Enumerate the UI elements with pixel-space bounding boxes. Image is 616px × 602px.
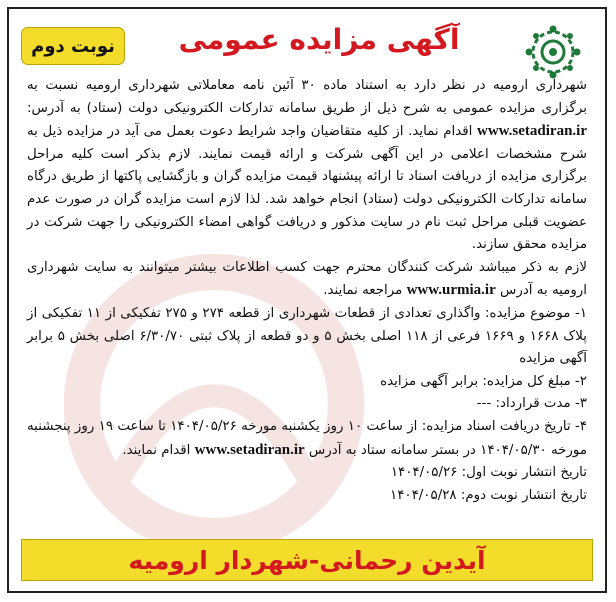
- info-paragraph: [27, 257, 587, 303]
- item-contract-duration: ۳- مدت قرارداد: ---: [476, 396, 587, 412]
- page-title: آگهی مزایده عمومی: [178, 23, 460, 56]
- intro-paragraph: [27, 75, 587, 257]
- advertisement-frame: [7, 7, 607, 593]
- item-subject: ۱- موضوع مزایده: واگذاری تعدادی از قطعات شهرداری از قطعه ۲۷۴ و ۲۷۵ تفکیکی از ۱۱ تفکیکی از پلاک ۱۶۶۸ و ۱۶۶۹ فرعی از ۱۱۸ اصلی بخش ۵ و دو قطعه از پلاک ثبتی ۶/۳۰/۷۰ اصلی بخش ۵ برابر آگهی مزایده: [27, 305, 588, 367]
- item-document-dates: [27, 416, 587, 462]
- intro-text-1: شهرداری ارومیه در نظر دارد به استناد ماده ۳۰ آئین نامه معاملاتی شهرداری ارومیه نسبت به برگزاری مزایده عمومی به شرح ذیل از طریق سامانه تدارکات الکترونیکی دولت (ستاد) به آدرس:: [27, 78, 588, 116]
- intro-text-2: اقدام نماید. از کلیه متقاضیان واجد شرایط دعوت بعمل می آید در مزایده ذیل به شرح مشخصات اعلامی در این آگهی شرکت و ارائه قیمت نمایند. لازم بذکر است کلیه مراحل برگزاری مزایده از دریافت اسناد تا ارائه پیشنهاد قیمت مزایده گران و بازگشایی پاکتها از طریق درگاه سامانه تدارکات الکترونیکی دولت (ستاد) انجام خواهد شد. لذا لازم است مزایده گران در صورت عدم عضویت قبلی مراحل ثبت نام در سایت مذکور و دریافت گواهی امضاء الکترونیکی را جهت شرکت در مزایده محقق سازند.: [27, 124, 587, 253]
- item-4-text-2: اقدام نمایند.: [122, 442, 191, 458]
- item-4-text-1: ۴- تاریخ دریافت اسناد مزایده: از ساعت ۱۰ روز یکشنبه مورخه ۱۴۰۴/۰۵/۲۶ تا ساعت ۱۹ روز پنجشنبه مورخه ۱۴۰۴/۰۵/۳۰ در بستر سامانه ستاد به آدرس: [27, 418, 587, 458]
- mayor-signature-banner: آیدین رحمانی-شهردار ارومیه: [21, 539, 593, 581]
- setadiran-link-2[interactable]: www.setadiran.ir: [194, 441, 305, 458]
- item-total-amount: ۲- مبلغ کل مزایده: برابر آگهی مزایده: [380, 373, 587, 389]
- second-publication-date: تاریخ انتشار نوبت دوم: ۱۴۰۴/۰۵/۲۸: [390, 487, 587, 503]
- urmia-link[interactable]: www.urmia.ir: [406, 282, 496, 299]
- publication-round-badge: نوبت دوم: [21, 27, 125, 65]
- info-text-2: مراجعه نمایند.: [323, 283, 403, 299]
- info-text-1: لازم به ذکر میباشد شرکت کنندگان محترم جهت کسب اطلاعات بیشتر میتوانند به سایت شهرداری ارومیه به آدرس: [27, 259, 587, 299]
- municipality-logo-icon: [515, 23, 591, 81]
- setadiran-link[interactable]: www.setadiran.ir: [477, 123, 587, 140]
- announcement-body: [27, 75, 587, 507]
- first-publication-date: تاریخ انتشار نوبت اول: ۱۴۰۴/۰۵/۲۶: [390, 465, 587, 481]
